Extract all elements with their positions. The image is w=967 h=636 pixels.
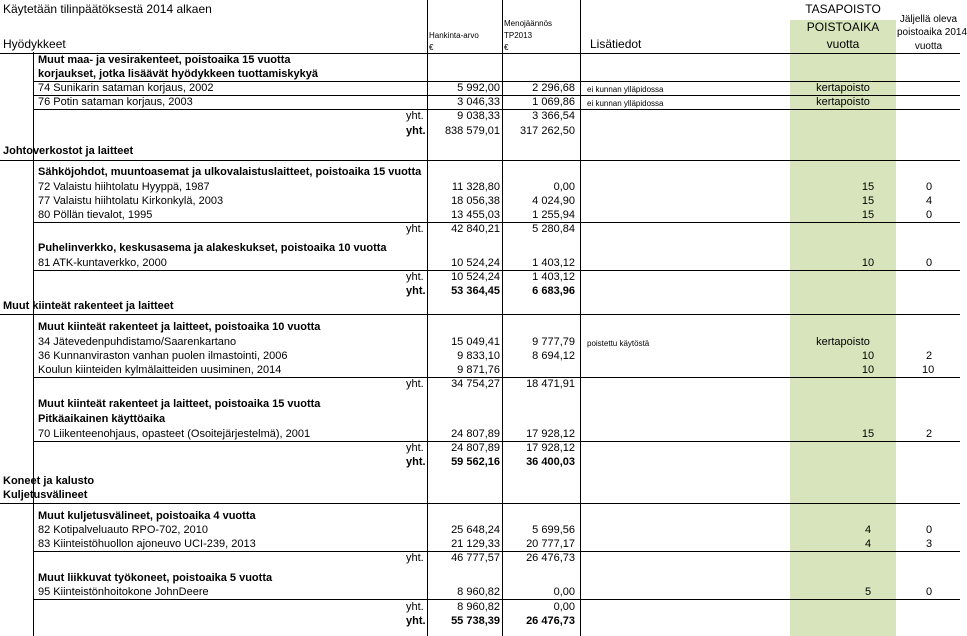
subtotal-hankinta-arvo: 8 960,82 (457, 601, 500, 613)
subtotal-hankinta-arvo: 46 777,57 (451, 552, 500, 564)
row-poistoaika: 15 (861, 209, 875, 221)
row-menojaannos: 9 777,79 (532, 336, 575, 348)
row-poistoaika: 15 (861, 195, 875, 207)
total-label: yht. (406, 125, 426, 137)
group-heading: Muut kiinteät rakenteet ja laitteet, poistoaika 15 vuotta (38, 398, 321, 410)
total-hankinta-arvo: 55 738,39 (451, 615, 500, 627)
row-hankinta-arvo: 24 807,89 (451, 428, 500, 440)
subtotal-menojaannos: 3 366,54 (532, 110, 575, 122)
row-divider (0, 314, 960, 315)
row-poistoaika: 10 (861, 364, 875, 376)
group-heading: Muut kuljetusvälineet, poistoaika 4 vuotta (38, 510, 256, 522)
group-heading: Muut maa- ja vesirakenteet, poistoaika 15 vuotta (38, 54, 291, 66)
subtotal-menojaannos: 18 471,91 (526, 378, 575, 390)
row-hankinta-arvo: 18 056,38 (451, 195, 500, 207)
row-jaljella: 4 (926, 195, 933, 207)
category-subheading: Kuljetusvälineet (3, 489, 88, 501)
header-menojaannos: Menojäännös (504, 19, 553, 28)
row-name: 76 Potin sataman korjaus, 2003 (38, 96, 193, 108)
group-subheading: Pitkäaikainen käyttöaika (38, 413, 166, 425)
group-subheading: korjaukset, jotka lisäävät hyödykkeen tuottamiskykyä (38, 68, 319, 80)
row-hankinta-arvo: 13 455,03 (451, 209, 500, 221)
row-name: 36 Kunnanviraston vanhan puolen ilmastointi, 2006 (38, 350, 288, 362)
row-hankinta-arvo: 11 328,80 (451, 181, 500, 193)
row-menojaannos: 1 069,86 (532, 96, 575, 108)
header-lisatiedot: Lisätiedot (590, 37, 642, 51)
row-hankinta-arvo: 10 524,24 (451, 257, 500, 269)
row-divider (0, 503, 960, 504)
subtotal-label: yht. (406, 552, 424, 564)
header-jaljella-2: poistoaika 2014 (897, 27, 967, 38)
header-jaljella-3: vuotta (914, 41, 943, 52)
row-menojaannos: 20 777,17 (526, 538, 575, 550)
row-poistoaika: kertapoisto (816, 336, 870, 348)
row-poistoaika: 5 (864, 586, 872, 598)
row-jaljella: 0 (926, 257, 933, 269)
total-label: yht. (406, 615, 426, 627)
row-jaljella: 3 (926, 538, 933, 550)
subtotal-menojaannos: 0,00 (553, 601, 575, 613)
category-heading: Koneet ja kalusto (3, 475, 95, 487)
row-jaljella: 0 (926, 586, 933, 598)
subtotal-menojaannos: 1 403,12 (532, 271, 575, 283)
category-heading: Muut kiinteät rakenteet ja laitteet (3, 300, 174, 312)
header-jaljella-1: Jäljellä oleva (899, 14, 958, 25)
row-hankinta-arvo: 8 960,82 (457, 586, 500, 598)
category-heading: Johtoverkostot ja laitteet (3, 145, 134, 157)
total-hankinta-arvo: 53 364,45 (451, 285, 500, 297)
row-lisatiedot: ei kunnan ylläpidossa (587, 85, 664, 94)
row-hankinta-arvo: 5 992,00 (457, 82, 500, 94)
row-poistoaika: kertapoisto (816, 96, 870, 108)
subtotal-hankinta-arvo: 10 524,24 (451, 271, 500, 283)
row-name: Koulun kiinteiden kylmälaitteiden uusiminen, 2014 (38, 364, 282, 376)
row-menojaannos: 0,00 (553, 586, 575, 598)
row-name: 77 Valaistu hiihtolatu Kirkonkylä, 2003 (38, 195, 224, 207)
row-hankinta-arvo: 9 833,10 (457, 350, 500, 362)
subtotal-menojaannos: 5 280,84 (532, 223, 575, 235)
row-poistoaika: 10 (861, 350, 875, 362)
row-menojaannos: 1 403,12 (532, 257, 575, 269)
subtotal-label: yht. (406, 442, 424, 454)
row-poistoaika: kertapoisto (816, 82, 870, 94)
row-menojaannos: 0,00 (553, 181, 575, 193)
grid-line-left (33, 52, 34, 636)
row-hankinta-arvo: 15 049,41 (451, 336, 500, 348)
subtotal-label: yht. (406, 110, 424, 122)
row-menojaannos: 4 024,90 (532, 195, 575, 207)
row-name: 81 ATK-kuntaverkko, 2000 (38, 257, 167, 269)
row-poistoaika: 4 (864, 524, 872, 536)
header-tasapoisto: TASAPOISTO (805, 2, 881, 16)
subtotal-menojaannos: 17 928,12 (526, 442, 575, 454)
row-menojaannos: 2 296,68 (532, 82, 575, 94)
header-euro-2: € (504, 43, 509, 52)
row-divider (0, 160, 960, 161)
subtotal-hankinta-arvo: 24 807,89 (451, 442, 500, 454)
subtotal-label: yht. (406, 223, 424, 235)
row-jaljella: 0 (926, 181, 933, 193)
header-poistoaika: POISTOAIKA (806, 20, 880, 34)
row-jaljella: 10 (922, 364, 935, 376)
subtotal-label: yht. (406, 271, 424, 283)
group-heading: Puhelinverkko, keskusasema ja alakeskukset, poistoaika 10 vuotta (38, 242, 387, 254)
row-jaljella: 2 (926, 350, 933, 362)
total-label: yht. (406, 456, 426, 468)
header-euro-1: € (429, 43, 434, 52)
total-hankinta-arvo: 838 579,01 (444, 125, 500, 137)
row-lisatiedot: ei kunnan ylläpidossa (587, 99, 664, 108)
total-menojaannos: 26 476,73 (526, 615, 575, 627)
row-jaljella: 0 (926, 524, 933, 536)
header-vuotta: vuotta (826, 37, 860, 51)
row-name: 74 Sunikarin sataman korjaus, 2002 (38, 82, 214, 94)
subtotal-hankinta-arvo: 34 754,27 (451, 378, 500, 390)
row-divider (33, 599, 960, 600)
row-name: 83 Kiinteistöhuollon ajoneuvo UCI-239, 2013 (38, 538, 256, 550)
subtotal-menojaannos: 26 476,73 (526, 552, 575, 564)
row-hankinta-arvo: 9 871,76 (457, 364, 500, 376)
row-hankinta-arvo: 25 648,24 (451, 524, 500, 536)
row-hankinta-arvo: 3 046,33 (457, 96, 500, 108)
group-heading: Sähköjohdot, muuntoasemat ja ulkovalaistuslaitteet, poistoaika 15 vuotta (38, 166, 422, 178)
row-poistoaika: 15 (861, 428, 875, 440)
row-poistoaika: 4 (864, 538, 872, 550)
row-name: 80 Pöllän tievalot, 1995 (38, 209, 153, 221)
subtotal-label: yht. (406, 378, 424, 390)
header-tp2013: TP2013 (504, 31, 533, 40)
total-label: yht. (406, 285, 426, 297)
row-menojaannos: 1 255,94 (532, 209, 575, 221)
total-hankinta-arvo: 59 562,16 (451, 456, 500, 468)
group-heading: Muut liikkuvat työkoneet, poistoaika 5 vuotta (38, 572, 273, 584)
sheet-title: Käytetään tilinpäätöksestä 2014 alkaen (3, 2, 212, 16)
row-name: 82 Kotipalveluauto RPO-702, 2010 (38, 524, 209, 536)
total-menojaannos: 6 683,96 (532, 285, 575, 297)
subtotal-label: yht. (406, 601, 424, 613)
header-hankinta-arvo: Hankinta-arvo (429, 31, 479, 40)
total-menojaannos: 317 262,50 (519, 125, 575, 137)
row-menojaannos: 8 694,12 (532, 350, 575, 362)
row-poistoaika: 10 (861, 257, 875, 269)
row-menojaannos: 17 928,12 (526, 428, 575, 440)
row-jaljella: 0 (926, 209, 933, 221)
row-name: 34 Jätevedenpuhdistamo/Saarenkartano (38, 336, 237, 348)
total-menojaannos: 36 400,03 (526, 456, 575, 468)
row-jaljella: 2 (926, 428, 933, 440)
row-name: 72 Valaistu hiihtolatu Hyyppä, 1987 (38, 181, 210, 193)
row-name: 70 Liikenteenohjaus, opasteet (Osoitejärjestelmä), 2001 (38, 428, 311, 440)
row-lisatiedot: poistettu käytöstä (587, 339, 650, 348)
row-hankinta-arvo: 21 129,33 (451, 538, 500, 550)
subtotal-hankinta-arvo: 9 038,33 (457, 110, 500, 122)
row-menojaannos: 5 699,56 (532, 524, 575, 536)
header-hyodykkeet: Hyödykkeet (3, 37, 66, 51)
row-name: 95 Kiinteistönhoitokone JohnDeere (38, 586, 209, 598)
row-poistoaika: 15 (861, 181, 875, 193)
group-heading: Muut kiinteät rakenteet ja laitteet, poistoaika 10 vuotta (38, 321, 321, 333)
subtotal-hankinta-arvo: 42 840,21 (451, 223, 500, 235)
